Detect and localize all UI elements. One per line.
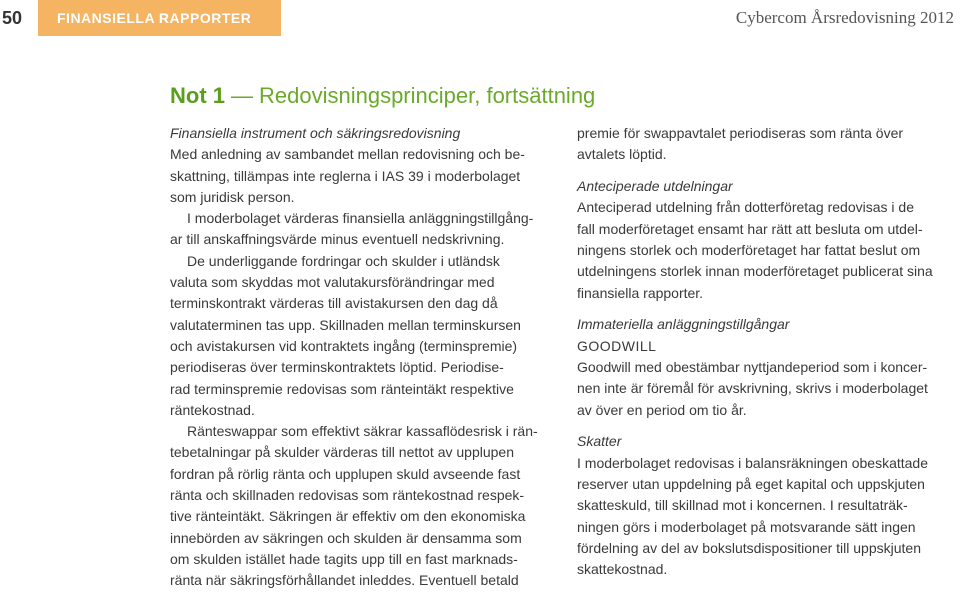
text-line: rad terminspremie redovisas som ränteintäkt respektive (170, 380, 514, 397)
page-title (170, 82, 595, 110)
text-line: tive ränteintäkt. Säkringen är effektiv om den ekonomiska (170, 508, 526, 525)
text-line: Ränteswappar som effektivt säkrar kassaflödesrisk i rän- (187, 423, 538, 440)
paragraph-taxes (577, 453, 959, 581)
subheading-financial-instruments: Finansiella instrument och säkringsredovisning (170, 125, 461, 141)
text-line: innebörden av säkringen och skulden är densamma som (170, 529, 522, 546)
text-line: som juridisk person. (170, 188, 295, 205)
text-line: skatteskuld, till skillnad mot i koncernen. I resultaträk- (577, 497, 908, 514)
page-header (0, 0, 960, 38)
text-line: skattning, tillämpas inte reglerna i IAS 39 i moderbolaget (170, 167, 521, 184)
text-line: terminskontrakt värderas till avistakursen den dag då (170, 295, 498, 312)
subheading-anticipated-dividends: Anteciperade utdelningar (577, 178, 733, 195)
text-line: och avistakursen vid kontraktets ingång (terminspremie) (170, 337, 518, 354)
text-line: fall moderföretaget ensamt har rätt att besluta om utdel- (577, 220, 923, 237)
paragraph-anticipated-dividends (577, 197, 959, 303)
subheading-taxes: Skatter (577, 433, 622, 450)
text-line: ningens storlek och moderföretaget har fattat beslut om (577, 241, 921, 258)
text-line: ränta när säkringsförhållandet inleddes. Eventuell betald (170, 572, 519, 589)
text-line: valutaterminen tas upp. Skillnaden mellan terminskursen (170, 316, 521, 333)
text-line: skattekostnad. (577, 561, 668, 578)
text-line: ränta och skillnaden redovisas som räntekostnad respek- (170, 487, 525, 504)
section-label: FINANSIELLA RAPPORTER (38, 0, 281, 36)
text-line: räntekostnad. (170, 401, 255, 418)
text-line: om skulden istället hade tagits upp till en fast marknads- (170, 550, 518, 567)
text-line: avtalets löptid. (577, 146, 667, 163)
text-line: ar till anskaffningsvärde minus eventuell nedskrivning. (170, 231, 505, 248)
text-line: Anteciperad utdelning från dotterföretag redovisas i de (577, 199, 914, 216)
title-separator: — (231, 83, 253, 108)
text-line: utdelningens storlek innan moderföretaget publicerat sina (577, 263, 933, 280)
note-label: Not 1 (170, 83, 225, 108)
subheading-intangible-assets: Immateriella anläggningstillgångar (577, 316, 790, 333)
text-line: De underliggande fordringar och skulder i utländsk (187, 252, 500, 269)
paragraph-goodwill (577, 357, 959, 421)
text-line: Med anledning av sambandet mellan redovisning och be- (170, 146, 525, 163)
paragraph-ias39 (170, 144, 562, 208)
right-column (577, 123, 959, 580)
note-title: Redovisningsprinciper, fortsättning (259, 83, 596, 108)
text-line: reserver utan uppdelning på eget kapital och uppskjuten (577, 475, 925, 492)
text-line: premie för swappavtalet periodiseras som ränta över (577, 125, 904, 141)
paragraph-interest-swaps (170, 421, 562, 591)
text-line: I moderbolaget värderas finansiella anläggningstillgång- (187, 210, 534, 227)
paragraph-foreign-currency (170, 251, 562, 421)
left-column (170, 123, 562, 592)
page-number: 50 (2, 8, 23, 28)
running-title: Cybercom Årsredovisning 2012 (735, 8, 954, 27)
text-line: av över en period om tio år. (577, 401, 747, 418)
text-line: fördelning av del av bokslutsdispositioner till uppskjuten (577, 539, 921, 556)
paragraph-swap-continuation (577, 123, 959, 166)
text-line: Goodwill med obestämbar nyttjandeperiod som i koncer- (577, 358, 928, 375)
text-line: nen inte är föremål för avskrivning, skrivs i moderbolaget (577, 380, 928, 397)
text-line: periodiseras över terminskontraktets löptid. Periodise- (170, 359, 504, 376)
text-line: ningen görs i moderbolaget på motsvarande sätt ingen (577, 518, 916, 535)
text-line: tebetalningar på skulder värderas till nettot av upplupen (170, 444, 514, 461)
paragraph-valuation (170, 208, 562, 251)
text-line: fordran på rörlig ränta och upplupen skuld avseende fast (170, 465, 521, 482)
text-line: finansiella rapporter. (577, 284, 704, 301)
goodwill-label: GOODWILL (577, 337, 657, 354)
text-line: I moderbolaget redovisas i balansräkningen obeskattade (577, 454, 929, 471)
text-line: valuta som skyddas mot valutakursförändringar med (170, 274, 495, 291)
